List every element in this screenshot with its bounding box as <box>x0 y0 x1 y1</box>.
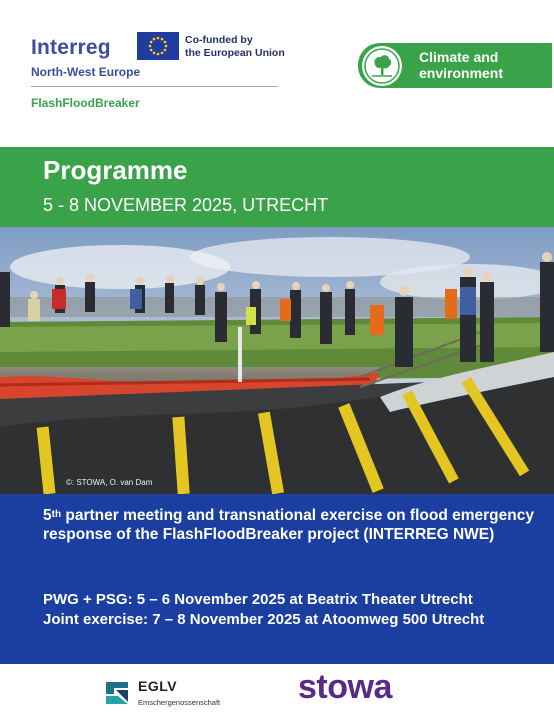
joint-exercise-line: Joint exercise: 7 – 8 November 2025 at Atoomweg 500 Utrecht <box>43 611 485 628</box>
theme-label <box>419 49 503 81</box>
meeting-ordinal-suffix: th <box>51 509 62 520</box>
region-label: North-West Europe <box>31 65 141 79</box>
photo-credit: ©: STOWA, O. van Dam <box>66 478 153 487</box>
theme-badge <box>358 43 552 88</box>
event-photo <box>0 227 554 494</box>
header <box>0 0 554 147</box>
cofunded-line1: Co-funded by <box>185 34 253 46</box>
page-title: Programme <box>43 155 188 185</box>
meeting-description <box>43 506 543 544</box>
header-divider <box>31 86 278 87</box>
cofunded-text <box>185 34 285 60</box>
tree-icon <box>362 46 402 86</box>
theme-line2: environment <box>419 65 504 81</box>
footer <box>0 664 554 720</box>
project-name: FlashFloodBreaker <box>31 96 140 110</box>
theme-line1: Climate and <box>419 49 499 65</box>
stowa-logo: stowa <box>298 668 392 706</box>
eglv-logo-icon <box>104 680 130 706</box>
cofunded-line2: the European Union <box>185 47 285 59</box>
info-band <box>0 494 554 664</box>
event-dates: 5 - 8 NOVEMBER 2025, UTRECHT <box>43 195 329 215</box>
eglv-subtitle: Emschergenossenschaft <box>138 698 221 707</box>
eglv-name: EGLV <box>138 678 178 694</box>
meeting-ordinal: 5 <box>43 507 52 524</box>
interreg-logo: Interreg <box>31 36 111 59</box>
eu-flag-icon <box>137 32 179 60</box>
meeting-text: partner meeting and transnational exercise on flood emergency response of the FlashFloodBreaker project (INTERREG NWE) <box>43 507 534 543</box>
title-band <box>0 147 554 227</box>
pwg-psg-line: PWG + PSG: 5 – 6 November 2025 at Beatrix Theater Utrecht <box>43 591 473 608</box>
